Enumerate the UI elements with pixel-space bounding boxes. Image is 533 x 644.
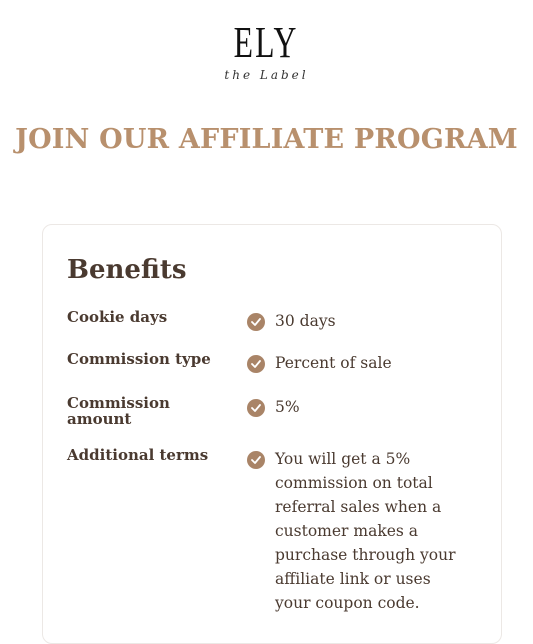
benefit-value: Percent of sale — [275, 354, 392, 372]
benefit-label: Commission amount — [67, 394, 170, 428]
benefit-value: 5% — [275, 398, 300, 416]
benefit-value: You will get a 5% commission on total referral sales when a customer makes a purchase through your affiliate link or uses your coupon code. — [275, 450, 456, 612]
logo-subtitle: the Label — [224, 68, 309, 82]
benefits-card — [42, 224, 502, 644]
check-circle-icon — [247, 399, 265, 417]
benefit-label: Additional terms — [67, 446, 209, 464]
check-circle-icon — [247, 451, 265, 469]
check-circle-icon — [247, 313, 265, 331]
page-title-text: JOIN OUR AFFILIATE PROGRAM — [15, 124, 518, 155]
check-circle-icon — [247, 355, 265, 373]
brand-logo — [0, 20, 533, 82]
benefits-title: Benefits — [67, 255, 187, 285]
benefit-label: Cookie days — [67, 308, 168, 326]
benefit-value: 30 days — [275, 312, 336, 330]
benefit-label: Commission type — [67, 350, 211, 368]
logo-wordmark: ELY — [234, 18, 299, 67]
page-title — [0, 118, 533, 162]
